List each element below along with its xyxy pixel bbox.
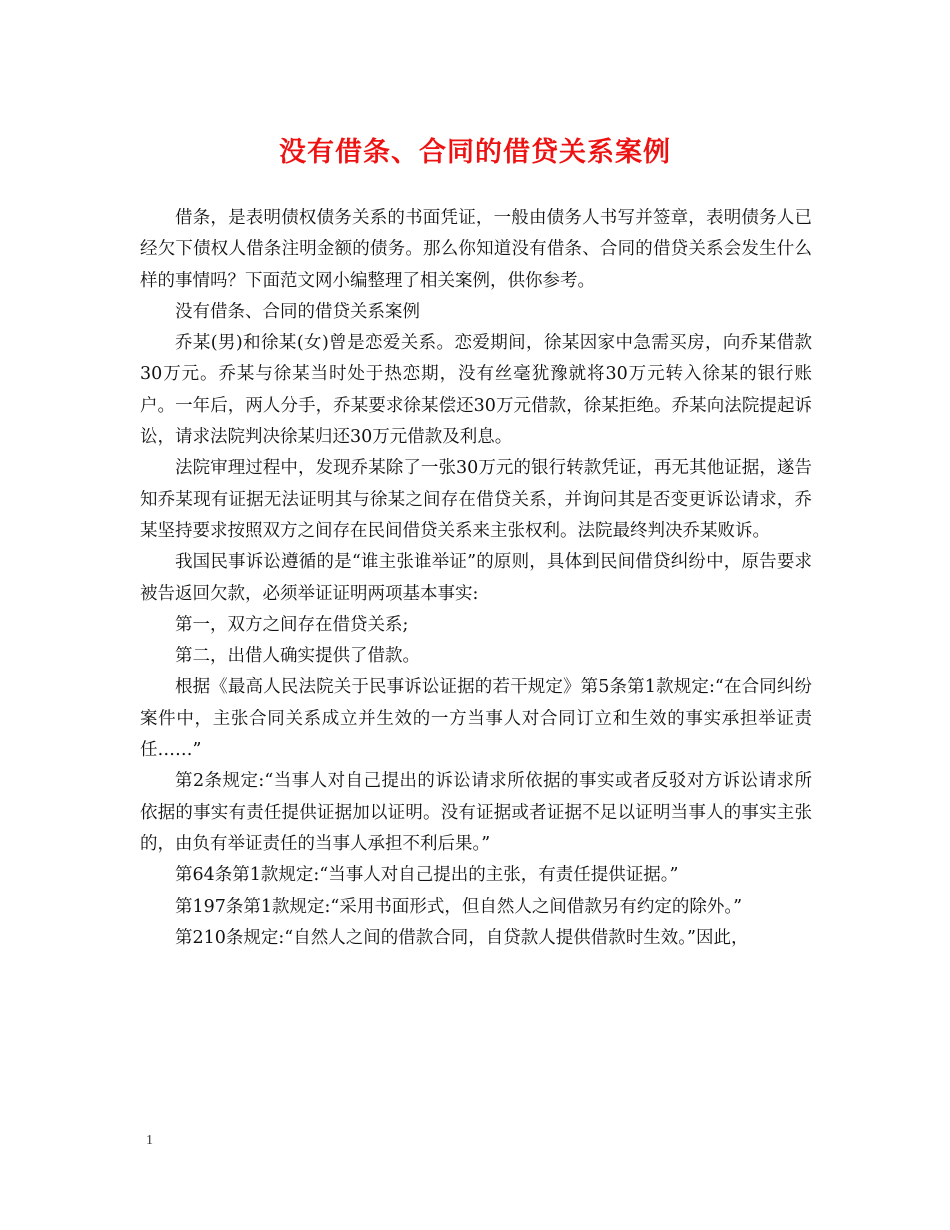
paragraph: 第210条规定:“自然人之间的借款合同，自贷款人提供借款时生效。”因此， [175,927,749,948]
paragraph: 第197条第1款规定:“采用书面形式，但自然人之间借款另有约定的除外。” [175,896,743,917]
document-body [140,203,812,954]
paragraph: 第64条第1款规定:“当事人对自己提出的主张，有责任提供证据。” [175,865,679,886]
paragraph: 第一，双方之间存在借贷关系; [175,614,409,635]
paragraph: 我国民事诉讼遵循的是“谁主张谁举证”的原则，具体到民间借贷纠纷中，原告要求被告返回欠款，必须举证证明两项基本事实: [140,552,812,604]
paragraph: 法院审理过程中，发现乔某除了一张30万元的银行转款凭证，再无其他证据，遂告知乔某现有证据无法证明其与徐某之间存在借贷关系，并询问其是否变更诉讼请求，乔某坚持要求按照双方之间存在民间借贷关系来主张权利。法院最终判决乔某败诉。 [140,458,812,541]
section-heading: 没有借条、合同的借贷关系案例 [175,301,420,322]
document-title: 没有借条、合同的借贷关系案例 [279,137,671,168]
paragraph: 乔某(男)和徐某(女)曾是恋爱关系。恋爱期间，徐某因家中急需买房，向乔某借款30万元。乔某与徐某当时处于热恋期，没有丝毫犹豫就将30万元转入徐某的银行账户。一年后，两人分手，乔某要求徐某偿还30万元借款，徐某拒绝。乔某向法院提起诉讼，请求法院判决徐某归还30万元借款及利息。 [140,333,812,448]
paragraph: 第二，出借人确实提供了借款。 [175,646,420,667]
paragraph: 第2条规定:“当事人对自己提出的诉讼请求所依据的事实或者反驳对方诉讼请求所依据的事实有责任提供证据加以证明。没有证据或者证据不足以证明当事人的事实主张的，由负有举证责任的当事人承担不利后果。” [140,771,812,854]
paragraph: 根据《最高人民法院关于民事诉讼证据的若干规定》第5条第1款规定:“在合同纠纷案件中，主张合同关系成立并生效的一方当事人对合同订立和生效的事实承担举证责任……” [140,677,812,761]
paragraph: 借条，是表明债权债务关系的书面凭证，一般由债务人书写并签章，表明债务人已经欠下债权人借条注明金额的债务。那么你知道没有借条、合同的借贷关系会发生什么样的事情吗？下面范文网小编整理了相关案例，供你参考。 [140,208,812,291]
page-number: 1 [146,1133,153,1148]
